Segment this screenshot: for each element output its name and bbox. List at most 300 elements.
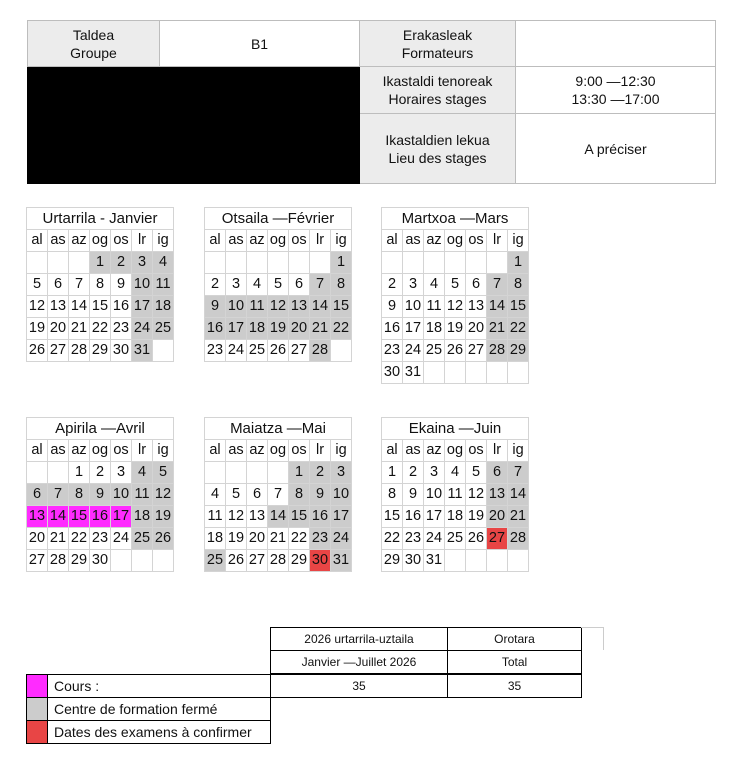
empty-day-cell (331, 340, 352, 362)
day-cell: 26 (27, 340, 48, 362)
day-cell: 6 (247, 484, 268, 506)
day-cell: 24 (424, 528, 445, 550)
month-title: Martxoa —Mars (382, 208, 529, 230)
empty-day-cell (27, 462, 48, 484)
day-cell: 18 (132, 506, 153, 528)
day-cell: 4 (445, 462, 466, 484)
course-hours-total: 35 (448, 675, 582, 698)
day-cell: 20 (466, 318, 487, 340)
hours-morning: 9:00 —12:30 (575, 73, 656, 89)
weekday-header: og (445, 440, 466, 462)
month-title: Apirila —Avril (27, 418, 174, 440)
day-cell: 17 (424, 506, 445, 528)
hours-afternoon: 13:30 —17:00 (571, 91, 660, 107)
trainers-label-eu: Erakasleak (402, 26, 473, 43)
day-cell: 15 (90, 296, 111, 318)
day-cell: 14 (487, 296, 508, 318)
day-cell: 9 (111, 274, 132, 296)
day-cell: 13 (247, 506, 268, 528)
weekday-header: az (69, 230, 90, 252)
group-label (28, 21, 160, 67)
empty-day-cell (268, 252, 289, 274)
day-cell: 6 (466, 274, 487, 296)
day-cell: 5 (27, 274, 48, 296)
month-title: Otsaila —Février (205, 208, 352, 230)
hours-label-fr: Horaires stages (388, 91, 487, 107)
day-cell: 28 (508, 528, 529, 550)
weekday-header: as (403, 230, 424, 252)
hours-label (360, 67, 516, 114)
day-cell: 28 (310, 340, 331, 362)
day-cell: 8 (69, 484, 90, 506)
legend-course-label: Cours : (48, 675, 271, 698)
day-cell: 17 (111, 506, 132, 528)
day-cell: 10 (111, 484, 132, 506)
calendar-month-june (381, 417, 529, 572)
empty-day-cell (445, 362, 466, 384)
day-cell: 28 (48, 550, 69, 572)
day-cell: 25 (247, 340, 268, 362)
month-title: Maiatza —Mai (205, 418, 352, 440)
empty-day-cell (226, 252, 247, 274)
summary-total-fr: Total (448, 651, 582, 674)
day-cell: 25 (132, 528, 153, 550)
day-cell: 23 (205, 340, 226, 362)
header-table (27, 20, 716, 184)
weekday-header: az (247, 440, 268, 462)
day-cell: 14 (48, 506, 69, 528)
day-cell: 19 (226, 528, 247, 550)
weekday-header: os (466, 230, 487, 252)
day-cell: 23 (111, 318, 132, 340)
day-cell: 25 (205, 550, 226, 572)
day-cell: 18 (445, 506, 466, 528)
day-cell: 5 (268, 274, 289, 296)
weekday-header: az (424, 230, 445, 252)
day-cell: 11 (205, 506, 226, 528)
day-cell: 5 (226, 484, 247, 506)
empty-day-cell (466, 362, 487, 384)
day-cell: 15 (289, 506, 310, 528)
day-cell: 19 (466, 506, 487, 528)
day-cell: 20 (289, 318, 310, 340)
day-cell: 4 (132, 462, 153, 484)
day-cell: 25 (445, 528, 466, 550)
day-cell: 5 (153, 462, 174, 484)
empty-day-cell (487, 252, 508, 274)
weekday-header: lr (310, 230, 331, 252)
day-cell: 3 (132, 252, 153, 274)
day-cell: 18 (424, 318, 445, 340)
empty-day-cell (289, 252, 310, 274)
day-cell: 10 (132, 274, 153, 296)
day-cell: 9 (310, 484, 331, 506)
calendar-month-april (26, 417, 174, 572)
day-cell: 15 (69, 506, 90, 528)
day-cell: 23 (403, 528, 424, 550)
empty-day-cell (132, 550, 153, 572)
empty-day-cell (445, 252, 466, 274)
day-cell: 2 (205, 274, 226, 296)
weekday-header: al (27, 440, 48, 462)
weekday-header: og (268, 440, 289, 462)
day-cell: 16 (403, 506, 424, 528)
day-cell: 15 (331, 296, 352, 318)
day-cell: 6 (27, 484, 48, 506)
day-cell: 3 (226, 274, 247, 296)
day-cell: 10 (424, 484, 445, 506)
weekday-header: lr (132, 230, 153, 252)
trainers-label (360, 21, 516, 67)
day-cell: 24 (331, 528, 352, 550)
day-cell: 7 (69, 274, 90, 296)
day-cell: 22 (508, 318, 529, 340)
hours-value (516, 67, 716, 114)
group-value: B1 (160, 21, 360, 67)
day-cell: 7 (487, 274, 508, 296)
day-cell: 22 (289, 528, 310, 550)
course-hours-period: 35 (271, 675, 448, 698)
day-cell: 18 (205, 528, 226, 550)
day-cell: 28 (487, 340, 508, 362)
empty-day-cell (424, 362, 445, 384)
day-cell: 27 (487, 528, 508, 550)
day-cell: 17 (226, 318, 247, 340)
day-cell: 8 (382, 484, 403, 506)
day-cell: 22 (331, 318, 352, 340)
empty-day-cell (48, 252, 69, 274)
empty-day-cell (153, 550, 174, 572)
day-cell: 24 (111, 528, 132, 550)
day-cell: 14 (310, 296, 331, 318)
day-cell: 17 (132, 296, 153, 318)
day-cell: 16 (310, 506, 331, 528)
weekday-header: al (382, 440, 403, 462)
empty-day-cell (487, 550, 508, 572)
day-cell: 23 (90, 528, 111, 550)
day-cell: 20 (487, 506, 508, 528)
day-cell: 12 (27, 296, 48, 318)
weekday-header: ig (153, 230, 174, 252)
weekday-header: ig (331, 230, 352, 252)
empty-day-cell (382, 252, 403, 274)
empty-day-cell (153, 340, 174, 362)
day-cell: 12 (466, 484, 487, 506)
day-cell: 26 (153, 528, 174, 550)
day-cell: 7 (508, 462, 529, 484)
empty-day-cell (508, 550, 529, 572)
day-cell: 5 (466, 462, 487, 484)
weekday-header: ig (153, 440, 174, 462)
weekday-header: os (111, 230, 132, 252)
redacted-block (28, 114, 160, 184)
empty-day-cell (111, 550, 132, 572)
day-cell: 14 (69, 296, 90, 318)
day-cell: 8 (289, 484, 310, 506)
day-cell: 26 (268, 340, 289, 362)
day-cell: 6 (48, 274, 69, 296)
day-cell: 9 (205, 296, 226, 318)
day-cell: 9 (403, 484, 424, 506)
day-cell: 21 (268, 528, 289, 550)
day-cell: 4 (205, 484, 226, 506)
empty-day-cell (424, 252, 445, 274)
day-cell: 22 (69, 528, 90, 550)
day-cell: 21 (48, 528, 69, 550)
weekday-header: og (90, 230, 111, 252)
weekday-header: az (69, 440, 90, 462)
weekday-header: ig (508, 440, 529, 462)
day-cell: 11 (247, 296, 268, 318)
day-cell: 16 (90, 506, 111, 528)
empty-day-cell (487, 362, 508, 384)
legend-closed-label: Centre de formation fermé (48, 698, 271, 721)
day-cell: 24 (403, 340, 424, 362)
day-cell: 31 (331, 550, 352, 572)
day-cell: 7 (310, 274, 331, 296)
day-cell: 16 (382, 318, 403, 340)
legend-closed-swatch (27, 698, 48, 721)
day-cell: 30 (111, 340, 132, 362)
trainers-value (516, 21, 716, 67)
weekday-header: al (382, 230, 403, 252)
summary-table-edge (581, 627, 604, 650)
day-cell: 3 (331, 462, 352, 484)
day-cell: 6 (289, 274, 310, 296)
day-cell: 10 (403, 296, 424, 318)
empty-day-cell (247, 462, 268, 484)
day-cell: 21 (69, 318, 90, 340)
weekday-header: os (466, 440, 487, 462)
day-cell: 8 (508, 274, 529, 296)
day-cell: 24 (226, 340, 247, 362)
day-cell: 30 (310, 550, 331, 572)
day-cell: 14 (508, 484, 529, 506)
legend-exam-label: Dates des examens à confirmer (48, 721, 271, 744)
day-cell: 13 (466, 296, 487, 318)
day-cell: 11 (445, 484, 466, 506)
empty-day-cell (226, 462, 247, 484)
day-cell: 19 (153, 506, 174, 528)
day-cell: 18 (153, 296, 174, 318)
place-value: A préciser (516, 114, 716, 184)
day-cell: 27 (27, 550, 48, 572)
day-cell: 10 (226, 296, 247, 318)
day-cell: 11 (153, 274, 174, 296)
day-cell: 10 (331, 484, 352, 506)
legend-table (26, 674, 582, 744)
day-cell: 30 (90, 550, 111, 572)
weekday-header: ig (508, 230, 529, 252)
day-cell: 18 (247, 318, 268, 340)
day-cell: 27 (466, 340, 487, 362)
weekday-header: og (445, 230, 466, 252)
day-cell: 12 (226, 506, 247, 528)
day-cell: 12 (268, 296, 289, 318)
empty-day-cell (205, 252, 226, 274)
legend-course-swatch (27, 675, 48, 698)
day-cell: 31 (424, 550, 445, 572)
empty-day-cell (268, 462, 289, 484)
day-cell: 1 (508, 252, 529, 274)
summary-period-eu: 2026 urtarrila-uztaila (271, 628, 448, 651)
day-cell: 21 (508, 506, 529, 528)
day-cell: 1 (331, 252, 352, 274)
day-cell: 16 (205, 318, 226, 340)
day-cell: 8 (90, 274, 111, 296)
day-cell: 24 (132, 318, 153, 340)
day-cell: 4 (153, 252, 174, 274)
weekday-header: lr (487, 440, 508, 462)
place-label-eu: Ikastaldien lekua (385, 131, 490, 148)
day-cell: 2 (403, 462, 424, 484)
day-cell: 4 (247, 274, 268, 296)
day-cell: 22 (382, 528, 403, 550)
weekday-header: al (205, 440, 226, 462)
redacted-block (160, 114, 360, 184)
day-cell: 29 (289, 550, 310, 572)
day-cell: 15 (382, 506, 403, 528)
day-cell: 29 (69, 550, 90, 572)
day-cell: 25 (153, 318, 174, 340)
weekday-header: as (403, 440, 424, 462)
day-cell: 9 (382, 296, 403, 318)
weekday-header: as (226, 440, 247, 462)
weekday-header: lr (310, 440, 331, 462)
day-cell: 29 (90, 340, 111, 362)
day-cell: 30 (403, 550, 424, 572)
day-cell: 26 (466, 528, 487, 550)
day-cell: 9 (90, 484, 111, 506)
redacted-block (160, 67, 360, 114)
day-cell: 11 (132, 484, 153, 506)
weekday-header: az (424, 440, 445, 462)
day-cell: 13 (27, 506, 48, 528)
trainers-label-fr: Formateurs (401, 44, 474, 61)
day-cell: 2 (310, 462, 331, 484)
day-cell: 17 (403, 318, 424, 340)
day-cell: 5 (445, 274, 466, 296)
day-cell: 30 (382, 362, 403, 384)
day-cell: 6 (487, 462, 508, 484)
empty-day-cell (466, 550, 487, 572)
day-cell: 1 (69, 462, 90, 484)
day-cell: 12 (445, 296, 466, 318)
weekday-header: lr (132, 440, 153, 462)
month-title: Urtarrila - Janvier (27, 208, 174, 230)
day-cell: 23 (310, 528, 331, 550)
weekday-header: og (268, 230, 289, 252)
weekday-header: lr (487, 230, 508, 252)
summary-table (270, 627, 582, 674)
place-label-fr: Lieu des stages (388, 149, 487, 166)
weekday-header: og (90, 440, 111, 462)
day-cell: 7 (268, 484, 289, 506)
day-cell: 27 (247, 550, 268, 572)
empty-day-cell (48, 462, 69, 484)
empty-day-cell (445, 550, 466, 572)
calendar-month-january (26, 207, 174, 362)
day-cell: 28 (69, 340, 90, 362)
day-cell: 2 (90, 462, 111, 484)
day-cell: 17 (331, 506, 352, 528)
empty-day-cell (205, 462, 226, 484)
day-cell: 23 (382, 340, 403, 362)
group-label-fr: Groupe (70, 44, 117, 61)
weekday-header: al (205, 230, 226, 252)
group-label-eu: Taldea (72, 26, 115, 43)
day-cell: 27 (289, 340, 310, 362)
day-cell: 31 (132, 340, 153, 362)
weekday-header: as (48, 440, 69, 462)
day-cell: 25 (424, 340, 445, 362)
place-label (360, 114, 516, 184)
day-cell: 19 (27, 318, 48, 340)
day-cell: 3 (424, 462, 445, 484)
weekday-header: az (247, 230, 268, 252)
day-cell: 29 (508, 340, 529, 362)
empty-day-cell (403, 252, 424, 274)
day-cell: 19 (268, 318, 289, 340)
day-cell: 29 (382, 550, 403, 572)
day-cell: 20 (247, 528, 268, 550)
day-cell: 14 (268, 506, 289, 528)
calendar-month-may (204, 417, 352, 572)
month-title: Ekaina —Juin (382, 418, 529, 440)
day-cell: 21 (310, 318, 331, 340)
day-cell: 27 (48, 340, 69, 362)
weekday-header: as (226, 230, 247, 252)
day-cell: 2 (111, 252, 132, 274)
day-cell: 16 (111, 296, 132, 318)
day-cell: 1 (90, 252, 111, 274)
day-cell: 7 (48, 484, 69, 506)
empty-day-cell (508, 362, 529, 384)
day-cell: 20 (48, 318, 69, 340)
day-cell: 15 (508, 296, 529, 318)
day-cell: 13 (48, 296, 69, 318)
day-cell: 1 (382, 462, 403, 484)
empty-day-cell (27, 252, 48, 274)
day-cell: 28 (268, 550, 289, 572)
summary-total-eu: Orotara (448, 628, 582, 651)
day-cell: 2 (382, 274, 403, 296)
empty-day-cell (69, 252, 90, 274)
calendar-month-february (204, 207, 352, 362)
day-cell: 3 (111, 462, 132, 484)
day-cell: 20 (27, 528, 48, 550)
calendar-month-march (381, 207, 529, 384)
day-cell: 13 (289, 296, 310, 318)
weekday-header: os (111, 440, 132, 462)
day-cell: 8 (331, 274, 352, 296)
day-cell: 1 (289, 462, 310, 484)
summary-period-fr: Janvier —Juillet 2026 (271, 651, 448, 674)
day-cell: 3 (403, 274, 424, 296)
weekday-header: os (289, 230, 310, 252)
redacted-block (28, 67, 160, 114)
day-cell: 13 (487, 484, 508, 506)
day-cell: 19 (445, 318, 466, 340)
empty-day-cell (310, 252, 331, 274)
day-cell: 31 (403, 362, 424, 384)
day-cell: 4 (424, 274, 445, 296)
empty-day-cell (247, 252, 268, 274)
day-cell: 21 (487, 318, 508, 340)
day-cell: 26 (445, 340, 466, 362)
weekday-header: os (289, 440, 310, 462)
day-cell: 12 (153, 484, 174, 506)
